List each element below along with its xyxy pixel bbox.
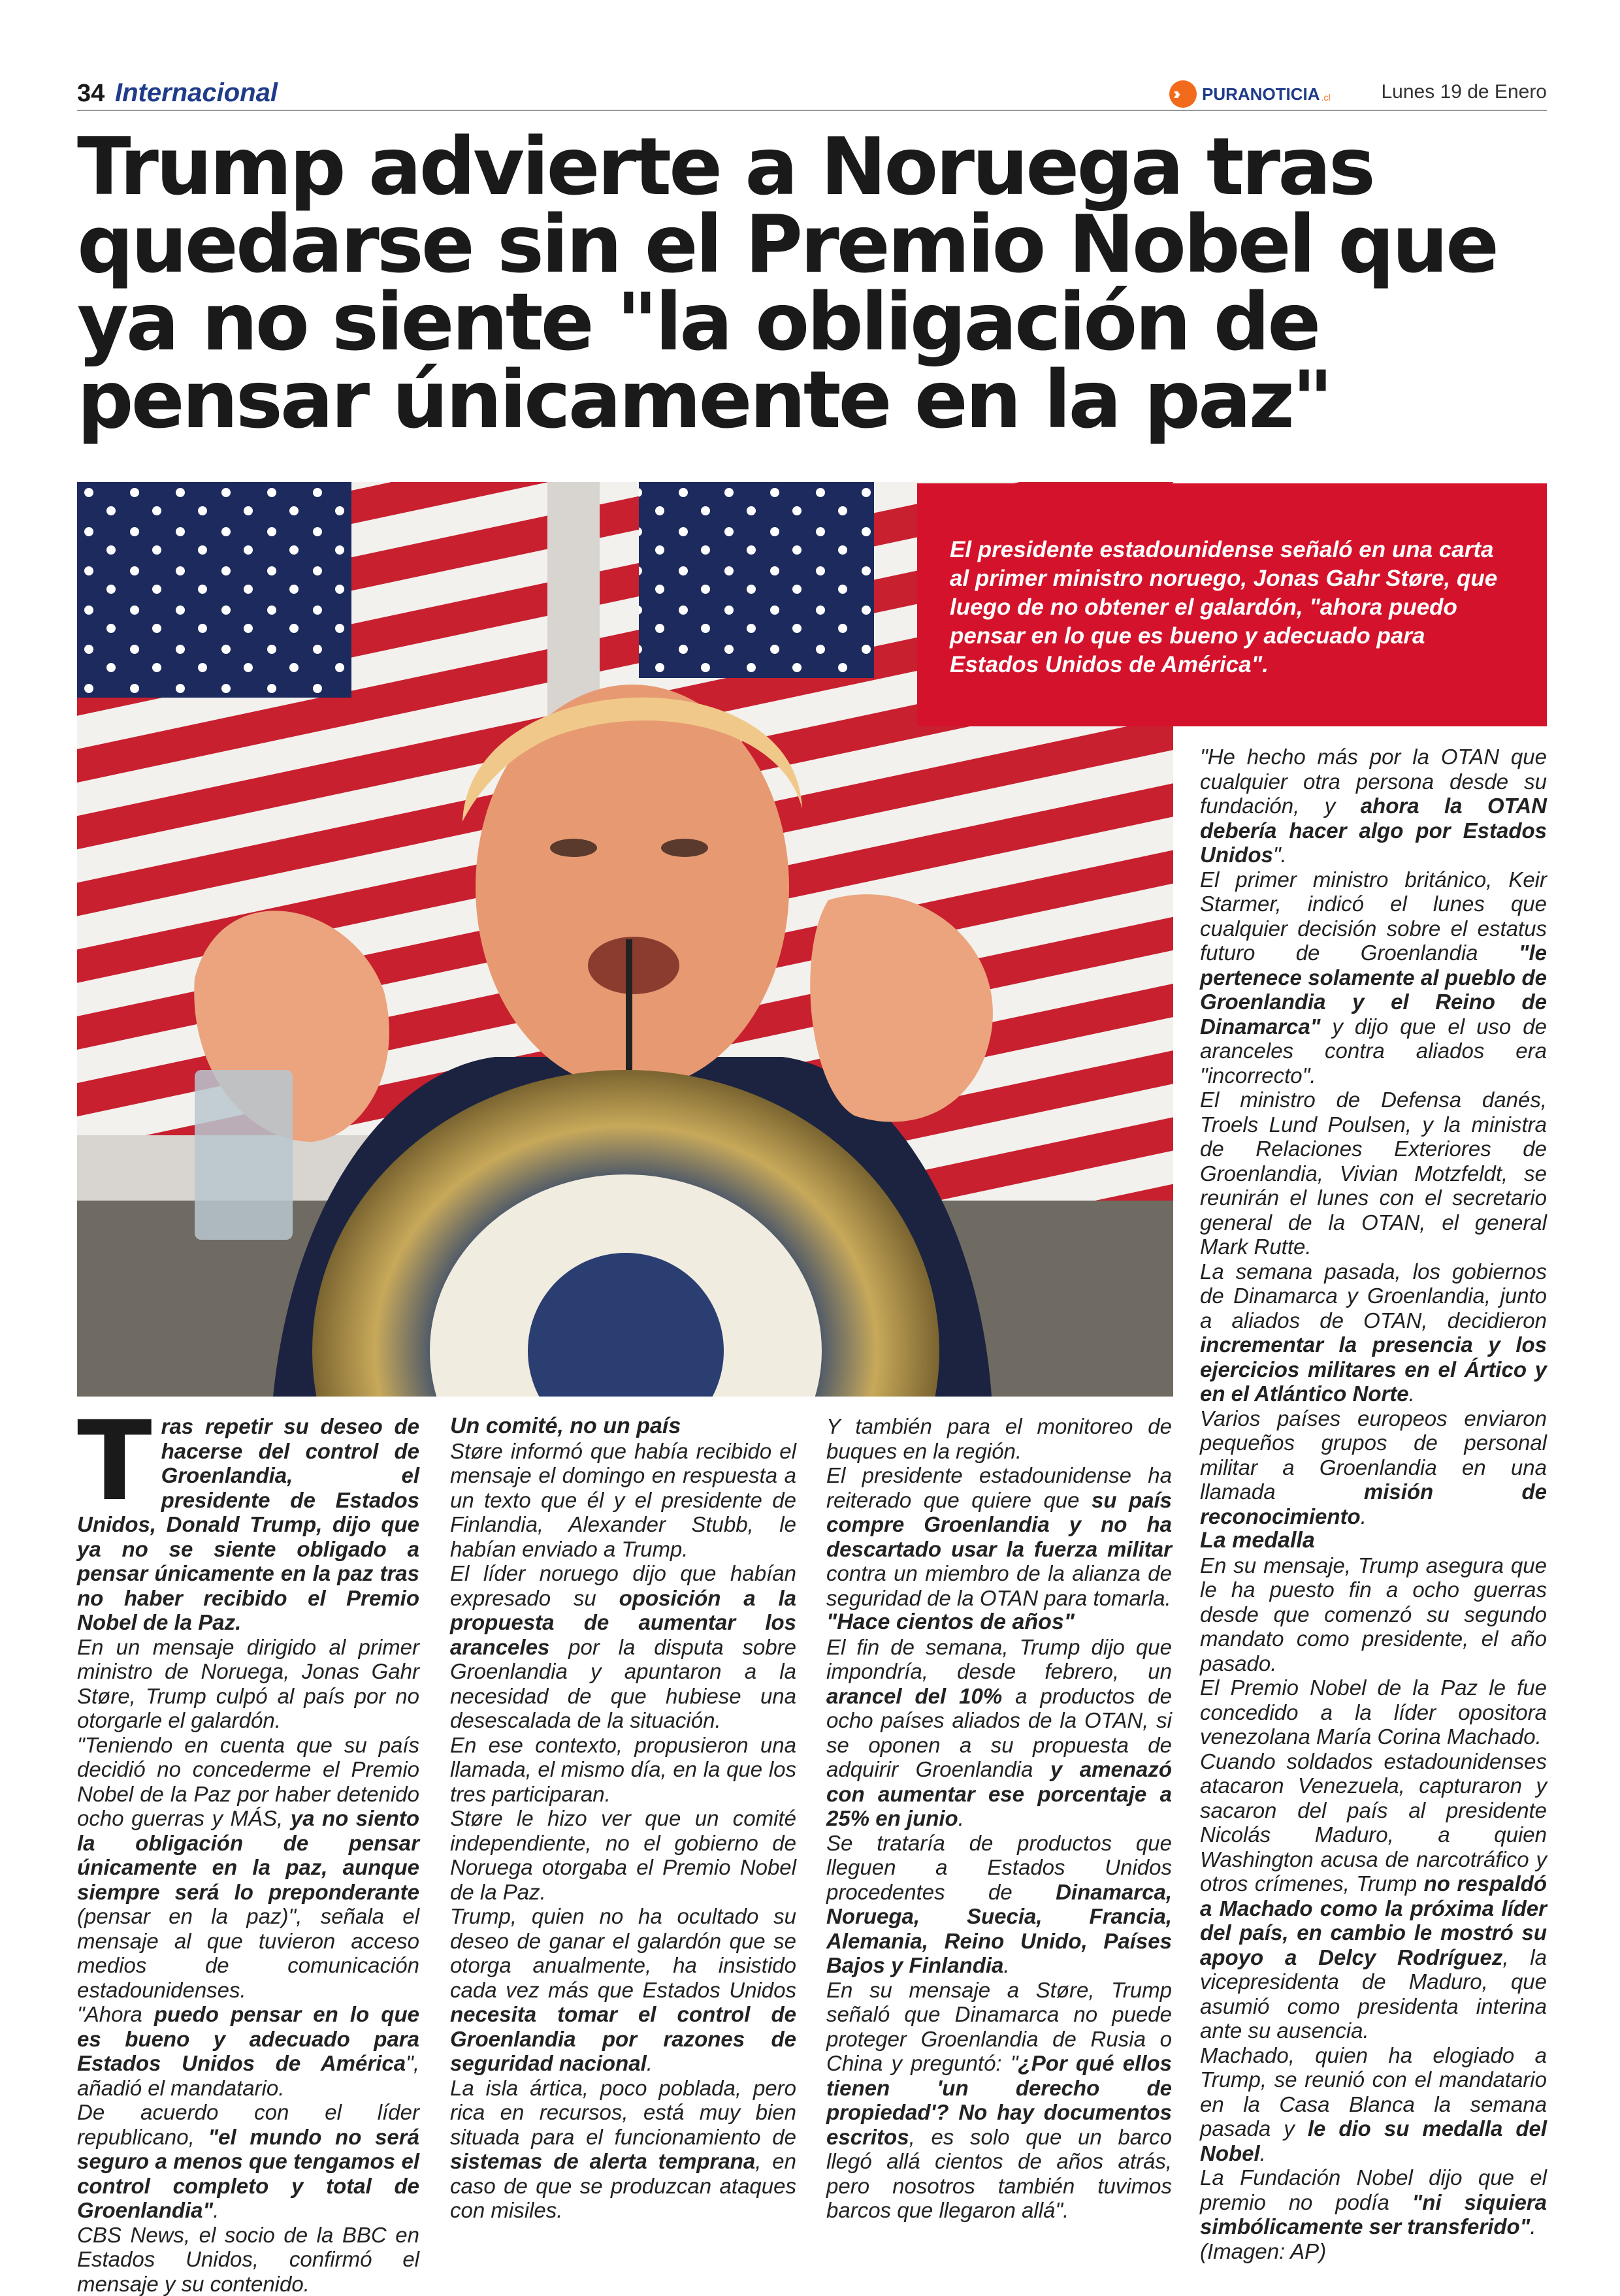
paragraph: El presidente estadounidense ha reiterado que quiere que su país compre Groenlandia y no ha descartado usar la fuerza militar contra un miembro de la alianza de seguridad de la OTAN para tomarla. (826, 1463, 1172, 1610)
paragraph: La Fundación Nobel dijo que el premio no podía "ni siquiera simbólicamente ser transferido". (1200, 2165, 1547, 2239)
paragraph: "Ahora puedo pensar en lo que es bueno y adecuado para Estados Unidos de América", añadió el mandatario. (77, 2002, 419, 2100)
paragraph: En un mensaje dirigido al primer ministro de Noruega, Jonas Gahr Støre, Trump culpó al país por no otorgarle el galardón. (77, 1635, 419, 1733)
page-number: 34 (77, 80, 105, 108)
paragraph: Varios países europeos enviaron pequeños grupos de personal militar a Groenlandia en una llamada misión de reconocimiento. (1200, 1406, 1547, 1529)
brand-suffix: .cl (1321, 92, 1331, 103)
paragraph: El fin de semana, Trump dijo que impondría, desde febrero, un arancel del 10% a productos de ocho países aliados de la OTAN, si se oponen a su propuesta de adquirir Groenlandia y amenazó con aumentar ese porcentaje a 25% en junio. (826, 1635, 1172, 1831)
paragraph: "Teniendo en cuenta que su país decidió no concederme el Premio Nobel de la Paz por haber detenido ocho guerras y MÁS, ya no siento la obligación de pensar únicamente en la paz, aunque siempre será lo preponderante (pensar en la paz)", señala el mensaje al que tuvieron acceso medios de comunicación estadounidenses. (77, 1733, 419, 2003)
double-chevron-icon: ›› (1169, 80, 1197, 108)
paragraph: Se trataría de productos que lleguen a Estados Unidos procedentes de Dinamarca, Noruega, Suecia, Francia, Alemania, Reino Unido, Países Bajos y Finlandia. (826, 1831, 1172, 1978)
paragraph: El líder noruego dijo que habían expresado su oposición a la propuesta de aumentar los aranceles por la disputa sobre Groenlandia y apuntaron a la necesidad de que hubiese una desescalada de la situación. (450, 1561, 796, 1733)
subheading: "Hace cientos de años" (826, 1610, 1172, 1635)
pull-quote-text: El presidente estadounidense señaló en una carta al primer ministro noruego, Jonas Gahr Støre, que luego de no obtener el galardón, "ahora puedo pensar en lo que es bueno y adecuado para Estados Unidos de América". (950, 536, 1517, 679)
article-column-4 (1200, 745, 1547, 2263)
article-column-1 (77, 1414, 419, 2296)
paragraph: CBS News, el socio de la BBC en Estados Unidos, confirmó el mensaje y su contenido. (77, 2223, 419, 2296)
subheading: La medalla (1200, 1528, 1547, 1553)
header-divider (77, 110, 1547, 111)
article-column-2 (450, 1414, 796, 2223)
paragraph: "He hecho más por la OTAN que cualquier otra persona desde su fundación, y ahora la OTAN debería hacer algo por Estados Unidos". (1200, 745, 1547, 867)
paragraph: Y también para el monitoreo de buques en la región. (826, 1414, 1172, 1463)
paragraph: El primer ministro británico, Keir Starmer, indicó el lunes que cualquier decisión sobre el estatus futuro de Groenlandia "le pertenece solamente al pueblo de Groenlandia y el Reino de Dinamarca" y dijo que el uso de aranceles contra aliados era "incorrecto". (1200, 867, 1547, 1088)
article-column-3 (826, 1414, 1172, 2223)
pull-quote-box (917, 483, 1547, 726)
paragraph: Støre le hizo ver que un comité independiente, no el gobierno de Noruega otorgaba el Premio Nobel de la Paz. (450, 1806, 796, 1904)
issue-date: Lunes 19 de Enero (1381, 81, 1547, 103)
paragraph: Støre informó que había recibido el mensaje el domingo en respuesta a un texto que él y el presidente de Finlandia, Alexander Stubb, le habían enviado a Trump. (450, 1439, 796, 1562)
brand-name: PURANOTICIA (1202, 84, 1320, 105)
brand-logo (1169, 80, 1331, 108)
paragraph: De acuerdo con el líder republicano, "el mundo no será seguro a menos que tengamos el control completo y total de Groenlandia". (77, 2100, 419, 2223)
lead-text: ras repetir su deseo de hacerse del control de Groenlandia, el presidente de Estados Unidos, Donald Trump, dijo que ya no se siente obligado a pensar únicamente en la paz tras no haber recibido el Premio Nobel de la Paz. (77, 1414, 419, 1634)
paragraph: El ministro de Defensa danés, Troels Lund Poulsen, y la ministra de Relaciones Exteriores de Groenlandia, Vivian Motzfeldt, se reunirán el lunes con el secretario general de la OTAN, el general Mark Rutte. (1200, 1088, 1547, 1259)
paragraph: Trump, quien no ha ocultado su deseo de ganar el galardón que se otorga anualmente, ha insistido cada vez más que Estados Unidos necesita tomar el control de Groenlandia por razones de seguridad nacional. (450, 1904, 796, 2076)
lead-paragraph (77, 1414, 419, 1635)
paragraph: En ese contexto, propusieron una llamada, el mismo día, en la que los tres participaran. (450, 1733, 796, 1807)
paragraph: Machado, quien ha elogiado a Trump, se reunió con el mandatario en la Casa Blanca la semana pasada y le dio su medalla del Nobel. (1200, 2043, 1547, 2166)
paragraph: La isla ártica, poco poblada, pero rica en recursos, está muy bien situada para el funcionamiento de sistemas de alerta temprana, en caso de que se produzcan ataques con misiles. (450, 2076, 796, 2223)
image-credit: (Imagen: AP) (1200, 2239, 1547, 2264)
paragraph: En su mensaje, Trump asegura que le ha puesto fin a ocho guerras desde que comenzó su segundo mandato como presidente, el año pasado. (1200, 1553, 1547, 1676)
paragraph: En su mensaje a Støre, Trump señaló que Dinamarca no puede proteger Groenlandia de Rusia o China y preguntó: "¿Por qué ellos tienen 'un derecho de propiedad'? No hay documentos escritos, es solo que un barco llegó allá cientos de años atrás, pero nosotros también tuvimos barcos que llegaron allá". (826, 1978, 1172, 2223)
paragraph: El Premio Nobel de la Paz le fue concedido a la líder opositora venezolana María Corina Machado. (1200, 1675, 1547, 1749)
paragraph: Cuando soldados estadounidenses atacaron Venezuela, capturaron y sacaron del país al presidente Nicolás Maduro, a quien Washington acusa de narcotráfico y otros crímenes, Trump no respaldó a Machado como la próxima líder del país, en cambio le mostró su apoyo a Delcy Rodríguez, la vicepresidenta de Maduro, que asumió como presidenta interina ante su ausencia. (1200, 1749, 1547, 2043)
headline: Trump advierte a Noruega tras quedarse sin el Premio Nobel que ya no siente "la obligación de pensar únicamente en la paz" (77, 128, 1553, 439)
section-title: Internacional (115, 78, 278, 108)
paragraph: La semana pasada, los gobiernos de Dinamarca y Groenlandia, junto a aliados de OTAN, decidieron incrementar la presencia y los ejercicios militares en el Ártico y en el Atlántico Norte. (1200, 1259, 1547, 1406)
drop-cap: T (77, 1418, 152, 1504)
subheading: Un comité, no un país (450, 1414, 796, 1439)
